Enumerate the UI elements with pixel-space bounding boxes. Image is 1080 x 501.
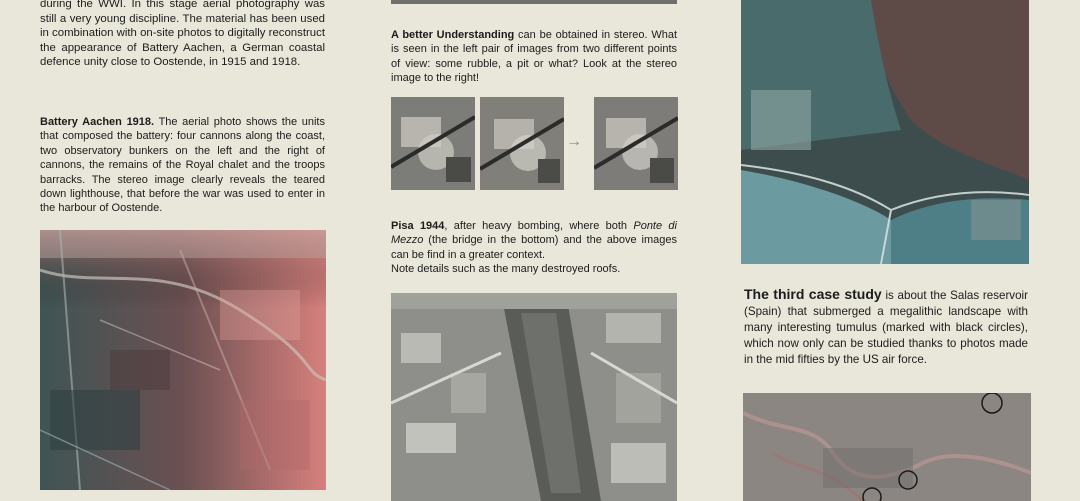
case-study-paragraph bbox=[744, 286, 1028, 368]
stereo-left-image bbox=[391, 97, 475, 190]
case-study-text: is about the Salas reservoir (Spain) that submerged a megalithic landscape with many interesting tumulus (marked with black circles), which now only can be studied thanks to photos made in the mid fifties by the US air force. bbox=[744, 289, 1028, 366]
battery-paragraph bbox=[40, 115, 325, 216]
column2-top-image-strip bbox=[391, 0, 677, 4]
case-study-title: The third case study bbox=[744, 286, 882, 302]
pisa-note: Note details such as the many destroyed roofs. bbox=[391, 263, 621, 276]
arrow-icon: → bbox=[566, 133, 582, 150]
pisa-text-1: , after heavy bombing, where both bbox=[444, 220, 634, 232]
intro-paragraph bbox=[40, 0, 325, 70]
pisa-aerial-photo bbox=[391, 293, 677, 501]
salas-reservoir-photo bbox=[743, 393, 1031, 501]
pisa-text-2: (the bridge in the bottom) and the above images can be find in a greater context. bbox=[391, 234, 677, 261]
coastal-city-aerial-photo bbox=[741, 0, 1029, 264]
battery-title: Battery Aachen 1918. bbox=[40, 116, 155, 128]
stereo-anaglyph-image bbox=[594, 97, 678, 190]
battery-aachen-aerial-photo bbox=[40, 230, 326, 490]
stereo-middle-image bbox=[480, 97, 564, 190]
pisa-bridge-name: Ponte di Mezzo bbox=[391, 220, 677, 247]
pisa-title: Pisa 1944 bbox=[391, 220, 445, 232]
battery-text: The aerial photo shows the units that composed the battery: four cannons along the coast, two observatory bunkers on the left and the right of cannons, the remains of the Royal chalet and the troops barracks. The stereo image clearly reveals the teared down lighthouse, that before the war was used to enter in the harbour of Oostende. bbox=[40, 116, 325, 215]
understanding-text: can be obtained in stereo. What is seen in the left pair of images from two different points of view: some rubble, a pit or what? Look at the stereo image to the right! bbox=[391, 29, 677, 85]
understanding-paragraph bbox=[391, 28, 677, 86]
pisa-paragraph bbox=[391, 219, 677, 277]
understanding-title: A better Understanding bbox=[391, 29, 515, 41]
intro-text: during the WWI. In this stage aerial photography was still a very young discipline. The material has been used in combination with on-site photos to digitally reconstruct the appearance of Battery Aachen, a German coastal defence unity close to Oostende, in 1915 and 1918. bbox=[40, 0, 325, 69]
